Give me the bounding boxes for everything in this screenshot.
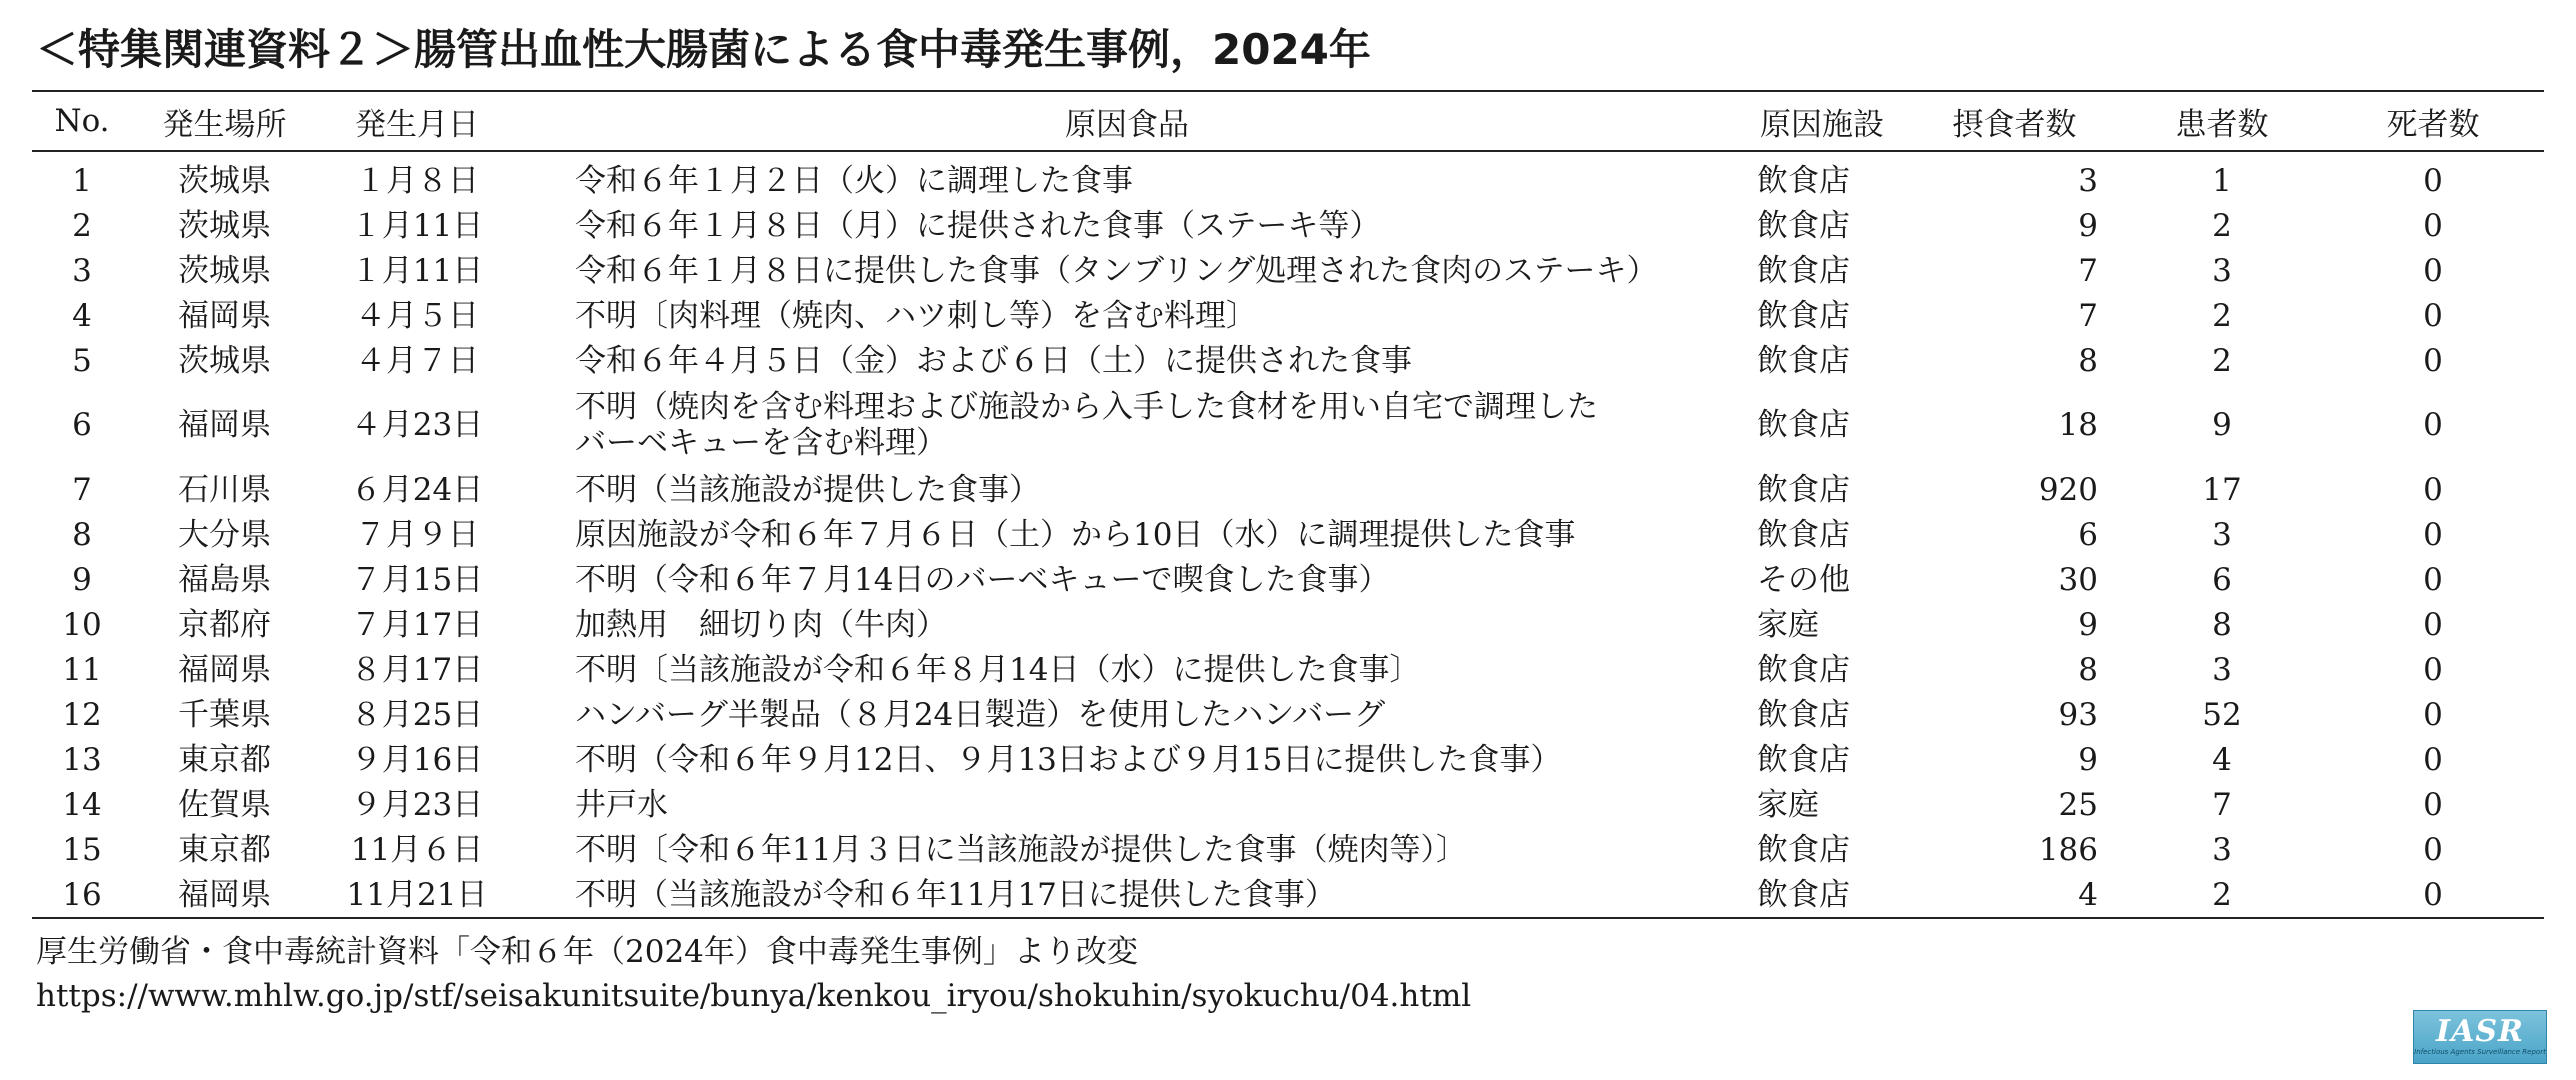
table-row bbox=[32, 467, 2544, 512]
cell-deaths: 0 bbox=[2423, 606, 2443, 643]
cell-facility: 飲食店 bbox=[1757, 342, 1850, 379]
cell-date: ４月５日 bbox=[355, 297, 479, 334]
cell-place: 石川県 bbox=[178, 471, 271, 508]
cell-place: 福岡県 bbox=[178, 651, 271, 688]
source-url[interactable]: https://www.mhlw.go.jp/stf/seisakunitsuite/bunya/kenkou_iryou/shokuhin/syokuchu/04.html bbox=[36, 978, 1472, 1014]
cell-deaths: 0 bbox=[2423, 297, 2443, 334]
cell-place: 福岡県 bbox=[178, 407, 271, 443]
table-header-row bbox=[32, 91, 2544, 151]
cell-food: 井戸水 bbox=[575, 786, 668, 823]
header-date: 発生月日 bbox=[317, 91, 517, 151]
header-patients: 患者数 bbox=[2122, 91, 2322, 151]
cell-eaten: 93 bbox=[2058, 696, 2098, 733]
cell-eaten: 6 bbox=[2078, 516, 2098, 553]
cell-food: 令和６年１月８日に提供した食事（タンブリング処理された食肉のステーキ） bbox=[575, 252, 1658, 289]
cell-place: 茨城県 bbox=[178, 342, 271, 379]
header-food: 原因食品 bbox=[517, 91, 1737, 151]
cell-deaths: 0 bbox=[2423, 471, 2443, 508]
cell-place: 茨城県 bbox=[178, 162, 271, 199]
cell-deaths: 0 bbox=[2423, 786, 2443, 823]
cell-date: １月８日 bbox=[355, 162, 479, 199]
cell-date: ４月23日 bbox=[350, 407, 484, 443]
cell-facility: 飲食店 bbox=[1737, 872, 1907, 918]
cell-eaten: 7 bbox=[2078, 297, 2098, 334]
cell-deaths: 0 bbox=[2423, 651, 2443, 688]
cell-place: 京都府 bbox=[178, 606, 271, 643]
cell-deaths: 0 bbox=[2423, 342, 2443, 379]
cell-no: 12 bbox=[62, 696, 102, 733]
cell-place: 福島県 bbox=[178, 561, 271, 598]
cell-patients: 52 bbox=[2202, 696, 2242, 733]
table-row bbox=[32, 647, 2544, 692]
cell-eaten: 3 bbox=[2078, 162, 2098, 199]
source-note: 厚生労働省・食中毒統計資料「令和６年（2024年）食中毒発生事例」より改変 bbox=[36, 934, 1138, 970]
cell-patients: 17 bbox=[2202, 471, 2242, 508]
cell-facility: その他 bbox=[1757, 561, 1850, 598]
table-row bbox=[32, 827, 2544, 872]
cell-place: 福岡県 bbox=[132, 872, 317, 918]
cell-facility: 飲食店 bbox=[1757, 252, 1850, 289]
cell-date: ７月９日 bbox=[355, 516, 479, 553]
cell-deaths: 0 bbox=[2423, 407, 2443, 443]
cell-eaten: 8 bbox=[2078, 342, 2098, 379]
cell-food: 加熱用 細切り肉（牛肉） bbox=[575, 606, 947, 643]
cell-no: 1 bbox=[72, 162, 92, 199]
cell-facility: 飲食店 bbox=[1757, 516, 1850, 553]
cell-date: １月11日 bbox=[350, 207, 484, 244]
cell-facility: 飲食店 bbox=[1757, 162, 1850, 199]
cell-food: 不明（令和６年９月12日、９月13日および９月15日に提供した食事） bbox=[575, 741, 1562, 778]
cell-patients: 3 bbox=[2212, 651, 2232, 688]
cell-no: 2 bbox=[72, 207, 92, 244]
cell-facility: 飲食店 bbox=[1757, 696, 1850, 733]
cell-patients: 4 bbox=[2212, 741, 2232, 778]
cell-patients: 1 bbox=[2212, 162, 2232, 199]
cell-facility: 家庭 bbox=[1757, 606, 1819, 643]
cell-deaths: 0 bbox=[2423, 207, 2443, 244]
cell-date: ７月17日 bbox=[350, 606, 484, 643]
cell-deaths: 0 bbox=[2423, 696, 2443, 733]
cell-food: 不明〔当該施設が令和６年８月14日（水）に提供した食事〕 bbox=[575, 651, 1421, 688]
iasr-logo bbox=[2413, 1010, 2547, 1064]
cell-no: 4 bbox=[72, 297, 92, 334]
cell-facility: 家庭 bbox=[1757, 786, 1819, 823]
cell-food-line: 不明（焼肉を含む料理および施設から入手した食材を用い自宅で調理した bbox=[575, 389, 1598, 425]
cell-no: 7 bbox=[72, 471, 92, 508]
cell-patients: 8 bbox=[2212, 606, 2232, 643]
cell-no: 6 bbox=[72, 407, 92, 443]
cell-deaths: 0 bbox=[2423, 252, 2443, 289]
cell-eaten: 8 bbox=[2078, 651, 2098, 688]
cell-place: 茨城県 bbox=[178, 207, 271, 244]
table-row bbox=[32, 203, 2544, 248]
cell-patients: 2 bbox=[2212, 207, 2232, 244]
table-row bbox=[32, 557, 2544, 602]
cell-eaten: 7 bbox=[2078, 252, 2098, 289]
cell-no: 8 bbox=[72, 516, 92, 553]
cell-facility: 飲食店 bbox=[1757, 407, 1850, 443]
cell-date: ９月23日 bbox=[350, 786, 484, 823]
cell-date: 11月６日 bbox=[350, 831, 484, 868]
logo-text: IASR bbox=[2436, 1014, 2524, 1049]
table-row bbox=[32, 737, 2544, 782]
cell-date: ７月15日 bbox=[350, 561, 484, 598]
page-title: ＜特集関連資料２＞腸管出血性大腸菌による食中毒発生事例，2024年 bbox=[36, 25, 1371, 74]
cell-patients: 2 bbox=[2122, 872, 2322, 918]
cell-date: ８月17日 bbox=[350, 651, 484, 688]
cell-date: 11月21日 bbox=[317, 872, 517, 918]
cell-patients: 3 bbox=[2212, 516, 2232, 553]
cell-deaths: 0 bbox=[2423, 741, 2443, 778]
table-row bbox=[32, 383, 2544, 467]
cell-eaten: 9 bbox=[2078, 741, 2098, 778]
cell-eaten: 9 bbox=[2078, 606, 2098, 643]
cell-food: 令和６年４月５日（金）および６日（土）に提供された食事 bbox=[575, 342, 1412, 379]
cell-date: １月11日 bbox=[350, 252, 484, 289]
cell-deaths: 0 bbox=[2423, 561, 2443, 598]
table-row bbox=[32, 692, 2544, 737]
cell-no: 14 bbox=[62, 786, 102, 823]
cell-place: 東京都 bbox=[178, 831, 271, 868]
cell-eaten: 9 bbox=[2078, 207, 2098, 244]
cell-patients: 6 bbox=[2212, 561, 2232, 598]
cell-patients: 7 bbox=[2212, 786, 2232, 823]
cell-patients: 9 bbox=[2212, 407, 2232, 443]
cell-place: 千葉県 bbox=[178, 696, 271, 733]
table-row bbox=[32, 782, 2544, 827]
cell-facility: 飲食店 bbox=[1757, 207, 1850, 244]
cell-place: 東京都 bbox=[178, 741, 271, 778]
cell-date: ９月16日 bbox=[350, 741, 484, 778]
cell-facility: 飲食店 bbox=[1757, 297, 1850, 334]
cell-facility: 飲食店 bbox=[1757, 831, 1850, 868]
cell-place: 福岡県 bbox=[178, 297, 271, 334]
cell-date: ４月７日 bbox=[355, 342, 479, 379]
table-row bbox=[32, 602, 2544, 647]
cell-facility: 飲食店 bbox=[1757, 741, 1850, 778]
cell-patients: 3 bbox=[2212, 252, 2232, 289]
cell-no: 3 bbox=[72, 252, 92, 289]
cell-deaths: 0 bbox=[2423, 516, 2443, 553]
cell-no: 11 bbox=[62, 651, 102, 688]
table-row bbox=[32, 293, 2544, 338]
cell-patients: 2 bbox=[2212, 297, 2232, 334]
cell-eaten: 186 bbox=[2038, 831, 2098, 868]
table-row bbox=[32, 512, 2544, 557]
cell-food: 不明（当該施設が令和６年11月17日に提供した食事） bbox=[517, 872, 1737, 918]
source-notes bbox=[36, 930, 1471, 1018]
cell-food-line: バーベキューを含む料理） bbox=[575, 425, 947, 461]
cell-eaten: 4 bbox=[1907, 872, 2122, 918]
table-row bbox=[32, 248, 2544, 293]
cell-no: 5 bbox=[72, 342, 92, 379]
header-place: 発生場所 bbox=[132, 91, 317, 151]
cell-no: 9 bbox=[72, 561, 92, 598]
table-row bbox=[32, 158, 2544, 203]
cell-food: 不明〔肉料理（焼肉、ハツ刺し等）を含む料理〕 bbox=[575, 297, 1257, 334]
cell-food: 不明（当該施設が提供した食事） bbox=[575, 471, 1040, 508]
cell-facility: 飲食店 bbox=[1757, 471, 1850, 508]
cell-deaths: 0 bbox=[2423, 831, 2443, 868]
cell-food: ハンバーグ半製品（８月24日製造）を使用したハンバーグ bbox=[575, 696, 1386, 733]
cell-no: 16 bbox=[32, 872, 132, 918]
cell-food: 原因施設が令和６年７月６日（土）から10日（水）に調理提供した食事 bbox=[575, 516, 1576, 553]
cell-patients: 2 bbox=[2212, 342, 2232, 379]
table-row bbox=[32, 338, 2544, 383]
cell-eaten: 25 bbox=[2058, 786, 2098, 823]
cell-food: 令和６年１月８日（月）に提供された食事（ステーキ等） bbox=[575, 207, 1381, 244]
header-deaths: 死者数 bbox=[2322, 91, 2544, 151]
header-no: No. bbox=[32, 91, 132, 151]
cell-place: 茨城県 bbox=[178, 252, 271, 289]
cell-food: 不明（令和６年７月14日のバーベキューで喫食した食事） bbox=[575, 561, 1390, 598]
cell-patients: 3 bbox=[2212, 831, 2232, 868]
cell-eaten: 920 bbox=[2038, 471, 2098, 508]
cell-place: 大分県 bbox=[178, 516, 271, 553]
cell-no: 15 bbox=[62, 831, 102, 868]
cell-eaten: 18 bbox=[2058, 407, 2098, 443]
cell-date: ８月25日 bbox=[350, 696, 484, 733]
cell-facility: 飲食店 bbox=[1757, 651, 1850, 688]
header-eaten: 摂食者数 bbox=[1907, 91, 2122, 151]
cell-deaths: 0 bbox=[2322, 872, 2544, 918]
logo-subtext: Infectious Agents Surveillance Report bbox=[2414, 1048, 2546, 1056]
table-spacer bbox=[32, 151, 2544, 158]
outbreak-table bbox=[32, 90, 2544, 919]
cell-food: 令和６年１月２日（火）に調理した食事 bbox=[575, 162, 1133, 199]
header-facility: 原因施設 bbox=[1737, 91, 1907, 151]
cell-eaten: 30 bbox=[2058, 561, 2098, 598]
cell-food bbox=[517, 383, 1737, 467]
cell-no: 13 bbox=[62, 741, 102, 778]
cell-date: ６月24日 bbox=[350, 471, 484, 508]
table-row bbox=[32, 872, 2544, 918]
cell-deaths: 0 bbox=[2423, 162, 2443, 199]
table-body bbox=[32, 151, 2544, 918]
cell-no: 10 bbox=[62, 606, 102, 643]
cell-food: 不明〔令和６年11月３日に当該施設が提供した食事（焼肉等）〕 bbox=[575, 831, 1467, 868]
cell-place: 佐賀県 bbox=[178, 786, 271, 823]
